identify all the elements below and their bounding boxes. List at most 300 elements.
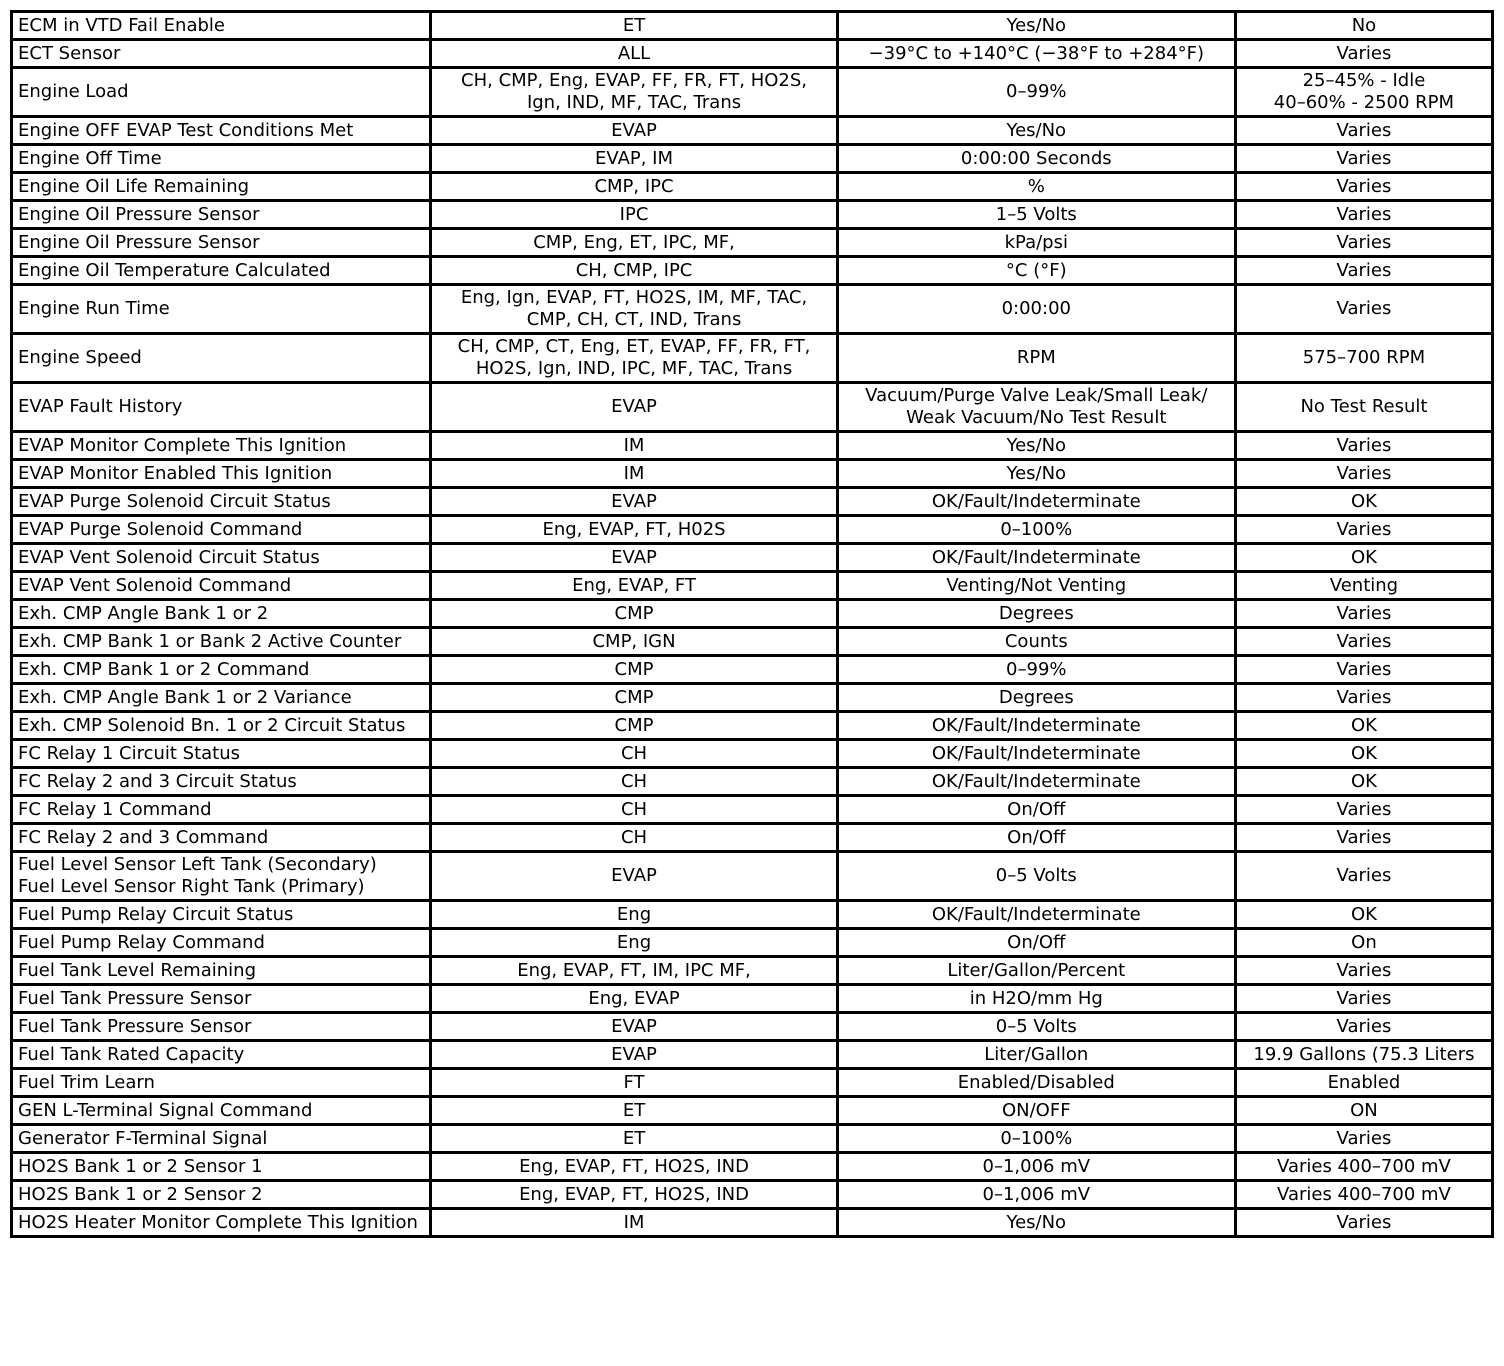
cell-text: Engine Oil Life Remaining bbox=[18, 175, 250, 197]
cell-text: 0:00:00 bbox=[1001, 298, 1071, 319]
cell-text: OK bbox=[1350, 903, 1377, 925]
system-modules-cell bbox=[431, 257, 837, 285]
table-row bbox=[12, 544, 1493, 572]
cell-text: Exh. CMP Bank 1 or Bank 2 Active Counter bbox=[18, 630, 402, 652]
scan-range-cell bbox=[837, 383, 1235, 432]
typical-value-cell bbox=[1235, 796, 1492, 824]
table-row bbox=[12, 201, 1493, 229]
parameter-table-sheet bbox=[10, 10, 1494, 1238]
parameter-name-cell bbox=[12, 1069, 431, 1097]
cell-text: 0:00:00 Seconds bbox=[960, 147, 1112, 169]
scan-range-cell bbox=[837, 1097, 1235, 1125]
scan-range-cell bbox=[837, 656, 1235, 684]
parameter-name-cell bbox=[12, 985, 431, 1013]
cell-text: EVAP Fault History bbox=[18, 396, 183, 417]
cell-text: ON/OFF bbox=[1001, 1099, 1071, 1121]
table-row bbox=[12, 684, 1493, 712]
scan-range-cell bbox=[837, 628, 1235, 656]
cell-text: OK bbox=[1350, 742, 1377, 764]
system-modules-cell bbox=[431, 1125, 837, 1153]
cell-text: IPC bbox=[619, 203, 649, 225]
cell-text: IM bbox=[623, 1211, 645, 1233]
parameter-name-cell bbox=[12, 740, 431, 768]
parameter-table bbox=[10, 10, 1494, 1238]
system-modules-cell bbox=[431, 544, 837, 572]
parameter-name-cell bbox=[12, 12, 431, 40]
cell-text: ECT Sensor bbox=[18, 42, 121, 64]
scan-range-cell bbox=[837, 957, 1235, 985]
typical-value-cell bbox=[1235, 957, 1492, 985]
table-row bbox=[12, 600, 1493, 628]
system-modules-cell bbox=[431, 201, 837, 229]
cell-text: 0–99% bbox=[1006, 658, 1067, 680]
scan-range-cell bbox=[837, 929, 1235, 957]
cell-text: 0–99% bbox=[1006, 81, 1067, 102]
cell-text: Engine Oil Temperature Calculated bbox=[18, 259, 331, 281]
table-row bbox=[12, 1153, 1493, 1181]
cell-text: No Test Result bbox=[1300, 396, 1428, 417]
cell-text: Varies bbox=[1336, 959, 1392, 981]
typical-value-cell bbox=[1235, 40, 1492, 68]
cell-text: Engine Load bbox=[18, 81, 129, 102]
scan-range-cell bbox=[837, 684, 1235, 712]
cell-text: Fuel Trim Learn bbox=[18, 1071, 155, 1093]
typical-value-cell bbox=[1235, 656, 1492, 684]
system-modules-cell bbox=[431, 383, 837, 432]
scan-range-cell bbox=[837, 852, 1235, 901]
typical-value-cell bbox=[1235, 432, 1492, 460]
cell-text: Varies bbox=[1336, 798, 1392, 820]
cell-text: Varies 400–700 mV bbox=[1277, 1155, 1451, 1177]
scan-range-cell bbox=[837, 432, 1235, 460]
cell-text: Venting bbox=[1329, 574, 1399, 596]
cell-text: Eng, EVAP, FT, IM, IPC MF, bbox=[517, 959, 751, 981]
typical-value-cell bbox=[1235, 985, 1492, 1013]
cell-text: in H2O/mm Hg bbox=[969, 987, 1103, 1009]
cell-text: Varies bbox=[1336, 987, 1392, 1009]
typical-value-cell bbox=[1235, 488, 1492, 516]
typical-value-cell bbox=[1235, 117, 1492, 145]
table-row bbox=[12, 929, 1493, 957]
typical-value-cell bbox=[1235, 1153, 1492, 1181]
cell-text: OK/Fault/Indeterminate bbox=[931, 714, 1141, 736]
cell-text: Fuel Level Sensor Right Tank (Primary) bbox=[18, 876, 365, 897]
system-modules-cell bbox=[431, 1013, 837, 1041]
system-modules-cell bbox=[431, 285, 837, 334]
typical-value-cell bbox=[1235, 1069, 1492, 1097]
typical-value-cell bbox=[1235, 600, 1492, 628]
cell-text: Varies bbox=[1336, 259, 1392, 281]
cell-text: FC Relay 1 Command bbox=[18, 798, 212, 820]
typical-value-cell bbox=[1235, 1209, 1492, 1237]
parameter-name-cell bbox=[12, 257, 431, 285]
scan-range-cell bbox=[837, 257, 1235, 285]
cell-text: GEN L-Terminal Signal Command bbox=[18, 1099, 313, 1121]
parameter-name-cell bbox=[12, 600, 431, 628]
table-row bbox=[12, 1181, 1493, 1209]
system-modules-cell bbox=[431, 516, 837, 544]
system-modules-cell bbox=[431, 712, 837, 740]
cell-text: 0–5 Volts bbox=[995, 865, 1077, 886]
system-modules-cell bbox=[431, 229, 837, 257]
parameter-name-cell bbox=[12, 334, 431, 383]
system-modules-cell bbox=[431, 40, 837, 68]
cell-text: OK/Fault/Indeterminate bbox=[931, 903, 1141, 925]
system-modules-cell bbox=[431, 1209, 837, 1237]
cell-text: Varies bbox=[1336, 298, 1392, 319]
table-row bbox=[12, 1097, 1493, 1125]
table-row bbox=[12, 460, 1493, 488]
cell-text: OK bbox=[1350, 546, 1377, 568]
cell-text: CMP, Eng, ET, IPC, MF, bbox=[533, 231, 735, 253]
cell-text: Engine Oil Pressure Sensor bbox=[18, 231, 260, 253]
cell-text: Eng, EVAP, FT, H02S bbox=[542, 518, 726, 540]
cell-text: Varies bbox=[1336, 231, 1392, 253]
cell-text: FC Relay 2 and 3 Circuit Status bbox=[18, 770, 297, 792]
cell-text: % bbox=[1027, 175, 1045, 197]
cell-text: Fuel Tank Rated Capacity bbox=[18, 1043, 245, 1065]
cell-text: CMP, IGN bbox=[592, 630, 676, 652]
cell-text: OK/Fault/Indeterminate bbox=[931, 770, 1141, 792]
typical-value-cell bbox=[1235, 285, 1492, 334]
parameter-name-cell bbox=[12, 432, 431, 460]
parameter-name-cell bbox=[12, 929, 431, 957]
cell-text: Fuel Pump Relay Command bbox=[18, 931, 265, 953]
system-modules-cell bbox=[431, 1181, 837, 1209]
cell-text: CMP bbox=[614, 658, 654, 680]
cell-text: EVAP bbox=[611, 119, 657, 141]
cell-text: HO2S Heater Monitor Complete This Ignition bbox=[18, 1211, 418, 1233]
table-row bbox=[12, 145, 1493, 173]
table-row bbox=[12, 257, 1493, 285]
cell-text: Eng, EVAP bbox=[588, 987, 680, 1009]
cell-text: Eng bbox=[616, 931, 652, 953]
parameter-name-cell bbox=[12, 684, 431, 712]
typical-value-cell bbox=[1235, 460, 1492, 488]
system-modules-cell bbox=[431, 796, 837, 824]
table-row bbox=[12, 229, 1493, 257]
typical-value-cell bbox=[1235, 1041, 1492, 1069]
scan-range-cell bbox=[837, 1041, 1235, 1069]
scan-range-cell bbox=[837, 824, 1235, 852]
scan-range-cell bbox=[837, 1069, 1235, 1097]
cell-text: On/Off bbox=[1007, 931, 1066, 953]
cell-text: Weak Vacuum/No Test Result bbox=[906, 407, 1167, 428]
cell-text: Engine Run Time bbox=[18, 298, 170, 319]
cell-text: On/Off bbox=[1007, 826, 1066, 848]
cell-text: IM bbox=[623, 462, 645, 484]
cell-text: Ign, IND, MF, TAC, Trans bbox=[526, 92, 742, 113]
system-modules-cell bbox=[431, 1041, 837, 1069]
cell-text: °C (°F) bbox=[1005, 259, 1067, 281]
scan-range-cell bbox=[837, 285, 1235, 334]
system-modules-cell bbox=[431, 572, 837, 600]
table-row bbox=[12, 768, 1493, 796]
table-row bbox=[12, 383, 1493, 432]
cell-text: CH, CMP, CT, Eng, ET, EVAP, FF, FR, FT, bbox=[457, 336, 811, 357]
table-row bbox=[12, 572, 1493, 600]
cell-text: Engine Speed bbox=[18, 347, 142, 368]
cell-text: Eng, EVAP, FT, HO2S, IND bbox=[519, 1155, 749, 1177]
table-row bbox=[12, 1013, 1493, 1041]
cell-text: CMP bbox=[614, 686, 654, 708]
cell-text: OK/Fault/Indeterminate bbox=[931, 742, 1141, 764]
parameter-name-cell bbox=[12, 1013, 431, 1041]
scan-range-cell bbox=[837, 488, 1235, 516]
cell-text: Varies bbox=[1336, 686, 1392, 708]
scan-range-cell bbox=[837, 334, 1235, 383]
scan-range-cell bbox=[837, 201, 1235, 229]
cell-text: CH bbox=[620, 742, 648, 764]
cell-text: 25–45% - Idle bbox=[1302, 70, 1426, 91]
typical-value-cell bbox=[1235, 201, 1492, 229]
cell-text: Exh. CMP Bank 1 or 2 Command bbox=[18, 658, 310, 680]
parameter-name-cell bbox=[12, 796, 431, 824]
system-modules-cell bbox=[431, 488, 837, 516]
cell-text: Fuel Pump Relay Circuit Status bbox=[18, 903, 294, 925]
typical-value-cell bbox=[1235, 740, 1492, 768]
cell-text: Varies bbox=[1336, 865, 1392, 886]
cell-text: Eng, EVAP, FT, HO2S, IND bbox=[519, 1183, 749, 1205]
scan-range-cell bbox=[837, 712, 1235, 740]
system-modules-cell bbox=[431, 740, 837, 768]
parameter-name-cell bbox=[12, 516, 431, 544]
typical-value-cell bbox=[1235, 516, 1492, 544]
system-modules-cell bbox=[431, 656, 837, 684]
table-row bbox=[12, 852, 1493, 901]
cell-text: CH, CMP, Eng, EVAP, FF, FR, FT, HO2S, bbox=[461, 70, 808, 91]
cell-text: 19.9 Gallons (75.3 Liters bbox=[1253, 1043, 1475, 1065]
scan-range-cell bbox=[837, 460, 1235, 488]
typical-value-cell bbox=[1235, 334, 1492, 383]
table-row bbox=[12, 334, 1493, 383]
cell-text: ON bbox=[1350, 1099, 1378, 1121]
parameter-name-cell bbox=[12, 572, 431, 600]
table-row bbox=[12, 117, 1493, 145]
scan-range-cell bbox=[837, 740, 1235, 768]
scan-range-cell bbox=[837, 901, 1235, 929]
system-modules-cell bbox=[431, 957, 837, 985]
cell-text: OK/Fault/Indeterminate bbox=[931, 490, 1141, 512]
cell-text: ET bbox=[622, 1099, 646, 1121]
table-row bbox=[12, 740, 1493, 768]
cell-text: 0–5 Volts bbox=[995, 1015, 1077, 1037]
scan-range-cell bbox=[837, 145, 1235, 173]
typical-value-cell bbox=[1235, 684, 1492, 712]
cell-text: Fuel Level Sensor Left Tank (Secondary) bbox=[18, 854, 377, 875]
cell-text: 0–100% bbox=[1000, 1127, 1073, 1149]
cell-text: Fuel Tank Pressure Sensor bbox=[18, 987, 252, 1009]
typical-value-cell bbox=[1235, 1013, 1492, 1041]
system-modules-cell bbox=[431, 985, 837, 1013]
cell-text: Eng bbox=[616, 903, 652, 925]
cell-text: Fuel Tank Level Remaining bbox=[18, 959, 256, 981]
cell-text: EVAP Monitor Complete This Ignition bbox=[18, 434, 347, 456]
cell-text: Engine Off Time bbox=[18, 147, 162, 169]
parameter-name-cell bbox=[12, 229, 431, 257]
cell-text: −39°C to +140°C (−38°F to +284°F) bbox=[868, 42, 1205, 64]
cell-text: 0–1,006 mV bbox=[982, 1155, 1091, 1177]
table-row bbox=[12, 1209, 1493, 1237]
system-modules-cell bbox=[431, 929, 837, 957]
typical-value-cell bbox=[1235, 12, 1492, 40]
cell-text: Liter/Gallon/Percent bbox=[947, 959, 1126, 981]
cell-text: Engine OFF EVAP Test Conditions Met bbox=[18, 119, 354, 141]
scan-range-cell bbox=[837, 229, 1235, 257]
typical-value-cell bbox=[1235, 229, 1492, 257]
table-row bbox=[12, 796, 1493, 824]
typical-value-cell bbox=[1235, 901, 1492, 929]
cell-text: CMP, CH, CT, IND, Trans bbox=[526, 309, 742, 330]
parameter-name-cell bbox=[12, 957, 431, 985]
parameter-name-cell bbox=[12, 383, 431, 432]
typical-value-cell bbox=[1235, 1181, 1492, 1209]
typical-value-cell bbox=[1235, 257, 1492, 285]
cell-text: Eng, EVAP, FT bbox=[572, 574, 696, 596]
cell-text: EVAP Vent Solenoid Command bbox=[18, 574, 292, 596]
table-row bbox=[12, 12, 1493, 40]
scan-range-cell bbox=[837, 1153, 1235, 1181]
cell-text: Yes/No bbox=[1006, 14, 1067, 36]
cell-text: 575–700 RPM bbox=[1302, 347, 1426, 368]
cell-text: Yes/No bbox=[1006, 1211, 1067, 1233]
parameter-name-cell bbox=[12, 901, 431, 929]
system-modules-cell bbox=[431, 68, 837, 117]
system-modules-cell bbox=[431, 600, 837, 628]
cell-text: On bbox=[1351, 931, 1377, 953]
cell-text: Eng, Ign, EVAP, FT, HO2S, IM, MF, TAC, bbox=[460, 287, 808, 308]
scan-range-cell bbox=[837, 1181, 1235, 1209]
cell-text: OK bbox=[1350, 770, 1377, 792]
cell-text: 1–5 Volts bbox=[995, 203, 1077, 225]
cell-text: CMP bbox=[614, 714, 654, 736]
table-row bbox=[12, 432, 1493, 460]
cell-text: Varies bbox=[1336, 1015, 1392, 1037]
system-modules-cell bbox=[431, 173, 837, 201]
cell-text: EVAP Purge Solenoid Command bbox=[18, 518, 303, 540]
cell-text: Fuel Tank Pressure Sensor bbox=[18, 1015, 252, 1037]
parameter-name-cell bbox=[12, 173, 431, 201]
typical-value-cell bbox=[1235, 572, 1492, 600]
parameter-name-cell bbox=[12, 285, 431, 334]
table-row bbox=[12, 173, 1493, 201]
table-row bbox=[12, 1041, 1493, 1069]
system-modules-cell bbox=[431, 1153, 837, 1181]
cell-text: EVAP bbox=[611, 1015, 657, 1037]
scan-range-cell bbox=[837, 40, 1235, 68]
cell-text: On/Off bbox=[1007, 798, 1066, 820]
typical-value-cell bbox=[1235, 824, 1492, 852]
table-row bbox=[12, 1125, 1493, 1153]
typical-value-cell bbox=[1235, 712, 1492, 740]
cell-text: ET bbox=[622, 1127, 646, 1149]
system-modules-cell bbox=[431, 824, 837, 852]
typical-value-cell bbox=[1235, 1097, 1492, 1125]
parameter-name-cell bbox=[12, 628, 431, 656]
scan-range-cell bbox=[837, 1013, 1235, 1041]
cell-text: Exh. CMP Angle Bank 1 or 2 Variance bbox=[18, 686, 352, 708]
cell-text: Yes/No bbox=[1006, 119, 1067, 141]
parameter-name-cell bbox=[12, 656, 431, 684]
parameter-name-cell bbox=[12, 712, 431, 740]
cell-text: FC Relay 2 and 3 Command bbox=[18, 826, 269, 848]
table-row bbox=[12, 985, 1493, 1013]
parameter-name-cell bbox=[12, 852, 431, 901]
parameter-name-cell bbox=[12, 145, 431, 173]
cell-text: Enabled/Disabled bbox=[957, 1071, 1115, 1093]
parameter-name-cell bbox=[12, 201, 431, 229]
cell-text: Varies bbox=[1336, 462, 1392, 484]
cell-text: 0–100% bbox=[1000, 518, 1073, 540]
table-row bbox=[12, 824, 1493, 852]
cell-text: EVAP bbox=[611, 396, 657, 417]
cell-text: 40–60% - 2500 RPM bbox=[1273, 92, 1455, 113]
cell-text: RPM bbox=[1016, 347, 1056, 368]
cell-text: HO2S Bank 1 or 2 Sensor 2 bbox=[18, 1183, 263, 1205]
cell-text: IM bbox=[623, 434, 645, 456]
cell-text: EVAP bbox=[611, 1043, 657, 1065]
cell-text: 0–1,006 mV bbox=[982, 1183, 1091, 1205]
parameter-name-cell bbox=[12, 68, 431, 117]
scan-range-cell bbox=[837, 544, 1235, 572]
system-modules-cell bbox=[431, 12, 837, 40]
parameter-name-cell bbox=[12, 1097, 431, 1125]
cell-text: Varies bbox=[1336, 175, 1392, 197]
system-modules-cell bbox=[431, 852, 837, 901]
cell-text: EVAP Purge Solenoid Circuit Status bbox=[18, 490, 331, 512]
cell-text: Varies bbox=[1336, 826, 1392, 848]
cell-text: ET bbox=[622, 14, 646, 36]
cell-text: EVAP bbox=[611, 865, 657, 886]
cell-text: HO2S Bank 1 or 2 Sensor 1 bbox=[18, 1155, 263, 1177]
cell-text: Varies bbox=[1336, 119, 1392, 141]
system-modules-cell bbox=[431, 1097, 837, 1125]
cell-text: Enabled bbox=[1327, 1071, 1401, 1093]
cell-text: Varies bbox=[1336, 147, 1392, 169]
table-row bbox=[12, 488, 1493, 516]
table-row bbox=[12, 712, 1493, 740]
system-modules-cell bbox=[431, 628, 837, 656]
system-modules-cell bbox=[431, 432, 837, 460]
typical-value-cell bbox=[1235, 929, 1492, 957]
scan-range-cell bbox=[837, 1125, 1235, 1153]
typical-value-cell bbox=[1235, 768, 1492, 796]
scan-range-cell bbox=[837, 985, 1235, 1013]
cell-text: Varies bbox=[1336, 518, 1392, 540]
cell-text: CH, CMP, IPC bbox=[575, 259, 693, 281]
parameter-table-body bbox=[12, 12, 1493, 1237]
cell-text: Engine Oil Pressure Sensor bbox=[18, 203, 260, 225]
table-row bbox=[12, 628, 1493, 656]
scan-range-cell bbox=[837, 173, 1235, 201]
parameter-name-cell bbox=[12, 488, 431, 516]
parameter-name-cell bbox=[12, 544, 431, 572]
cell-text: Varies bbox=[1336, 1127, 1392, 1149]
table-row bbox=[12, 957, 1493, 985]
cell-text: Varies bbox=[1336, 658, 1392, 680]
table-row bbox=[12, 68, 1493, 117]
cell-text: EVAP bbox=[611, 490, 657, 512]
system-modules-cell bbox=[431, 145, 837, 173]
cell-text: Degrees bbox=[998, 686, 1074, 708]
scan-range-cell bbox=[837, 117, 1235, 145]
cell-text: Venting/Not Venting bbox=[946, 574, 1127, 596]
cell-text: FT bbox=[623, 1071, 645, 1093]
cell-text: EVAP Monitor Enabled This Ignition bbox=[18, 462, 333, 484]
cell-text: CMP, IPC bbox=[594, 175, 674, 197]
scan-range-cell bbox=[837, 68, 1235, 117]
typical-value-cell bbox=[1235, 628, 1492, 656]
